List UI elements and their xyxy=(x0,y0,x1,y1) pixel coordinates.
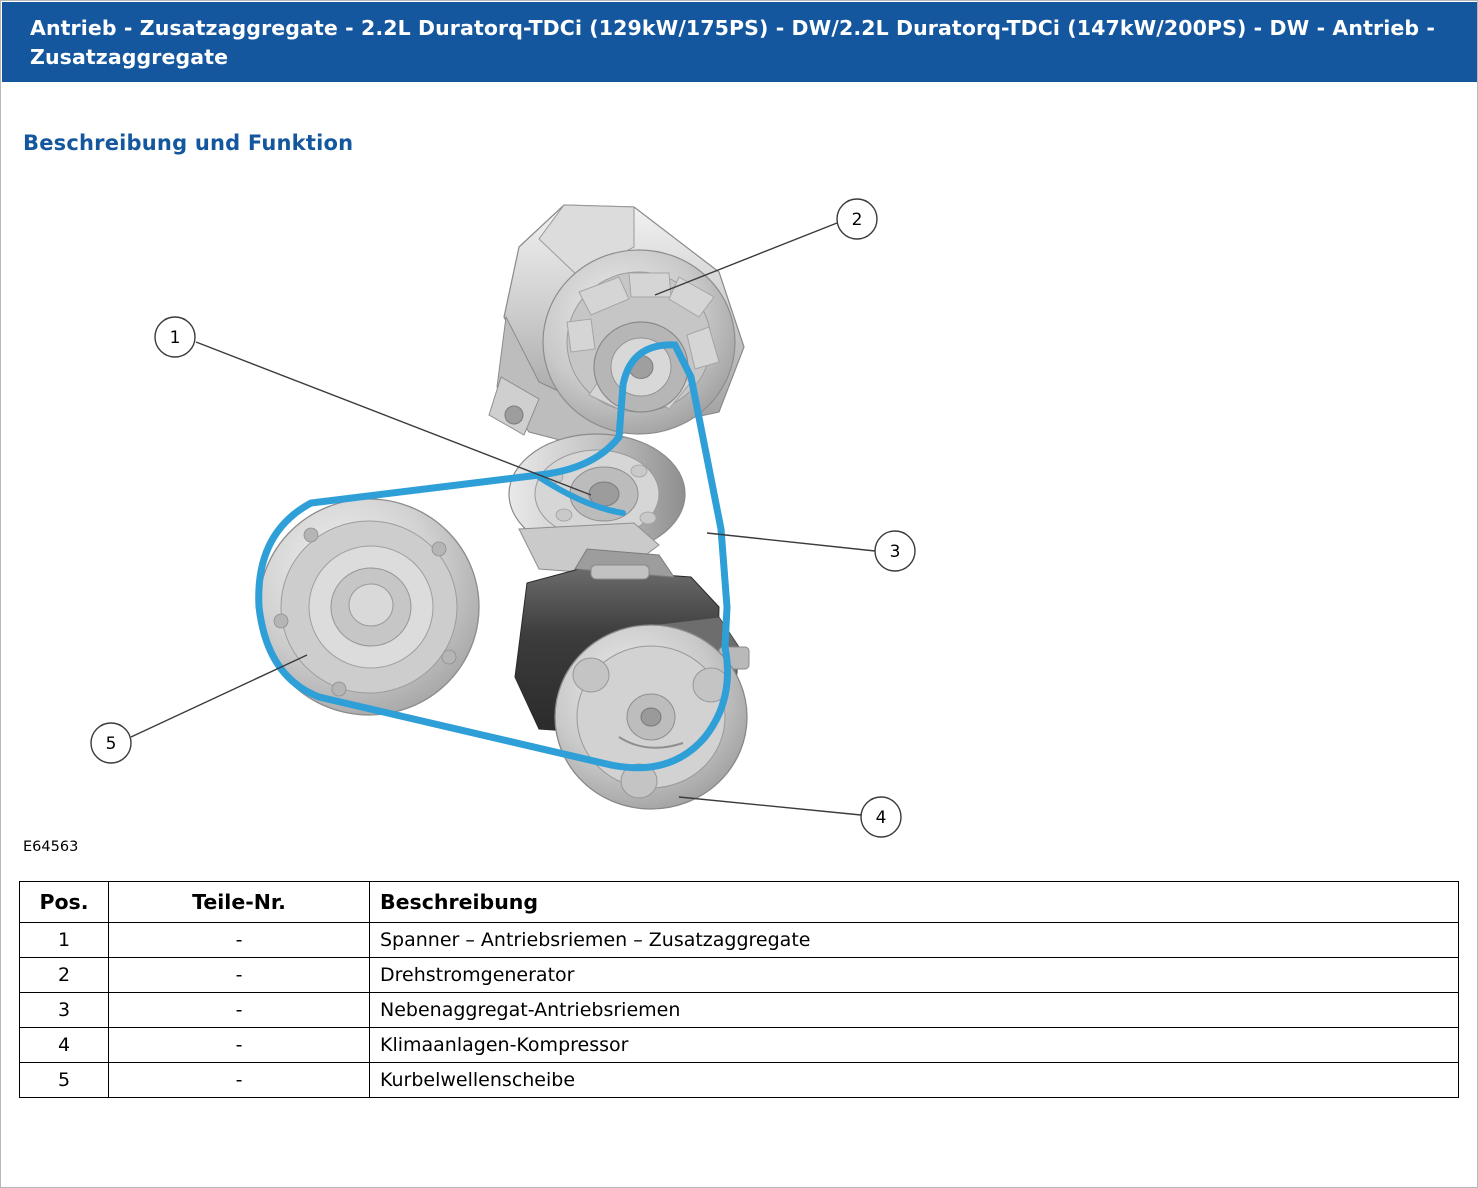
callout-4 xyxy=(679,797,901,837)
cell-description: Klimaanlagen-Kompressor xyxy=(370,1028,1459,1063)
cell-description: Nebenaggregat-Antriebsriemen xyxy=(370,993,1459,1028)
callout-3-label: 3 xyxy=(889,542,901,562)
cell-pos: 4 xyxy=(20,1028,109,1063)
callout-4-label: 4 xyxy=(875,808,887,828)
page-title: Antrieb - Zusatzaggregate - 2.2L Duratorq-TDCi (129kW/175PS) - DW/2.2L Duratorq-TDCi (147kW/200PS) - DW - Antrieb - Zusatzaggregate xyxy=(2,2,1477,82)
parts-table xyxy=(19,881,1459,1098)
table-row xyxy=(20,923,1459,958)
callout-2-label: 2 xyxy=(851,210,863,230)
cell-description: Drehstromgenerator xyxy=(370,958,1459,993)
cell-pos: 5 xyxy=(20,1063,109,1098)
cell-part-no: - xyxy=(109,993,370,1028)
figure-code: E64563 xyxy=(23,839,79,855)
cell-pos: 1 xyxy=(20,923,109,958)
alternator-graphic xyxy=(489,205,744,445)
column-header-part-no: Teile-Nr. xyxy=(109,882,370,923)
callout-5 xyxy=(91,655,307,763)
table-header-row xyxy=(20,882,1459,923)
callout-5-label: 5 xyxy=(105,734,117,754)
column-header-pos: Pos. xyxy=(20,882,109,923)
cell-part-no: - xyxy=(109,1063,370,1098)
cell-description: Kurbelwellenscheibe xyxy=(370,1063,1459,1098)
table-row xyxy=(20,1063,1459,1098)
cell-pos: 2 xyxy=(20,958,109,993)
cell-part-no: - xyxy=(109,958,370,993)
table-row xyxy=(20,1028,1459,1063)
table-row xyxy=(20,958,1459,993)
column-header-description: Beschreibung xyxy=(370,882,1459,923)
cell-description: Spanner – Antriebsriemen – Zusatzaggregate xyxy=(370,923,1459,958)
belt-drive-illustration xyxy=(19,177,1019,867)
callout-1-label: 1 xyxy=(169,328,181,348)
table-row xyxy=(20,993,1459,1028)
cell-part-no: - xyxy=(109,1028,370,1063)
callout-3 xyxy=(707,531,915,571)
cell-pos: 3 xyxy=(20,993,109,1028)
section-heading: Beschreibung und Funktion xyxy=(23,131,354,155)
cell-part-no: - xyxy=(109,923,370,958)
